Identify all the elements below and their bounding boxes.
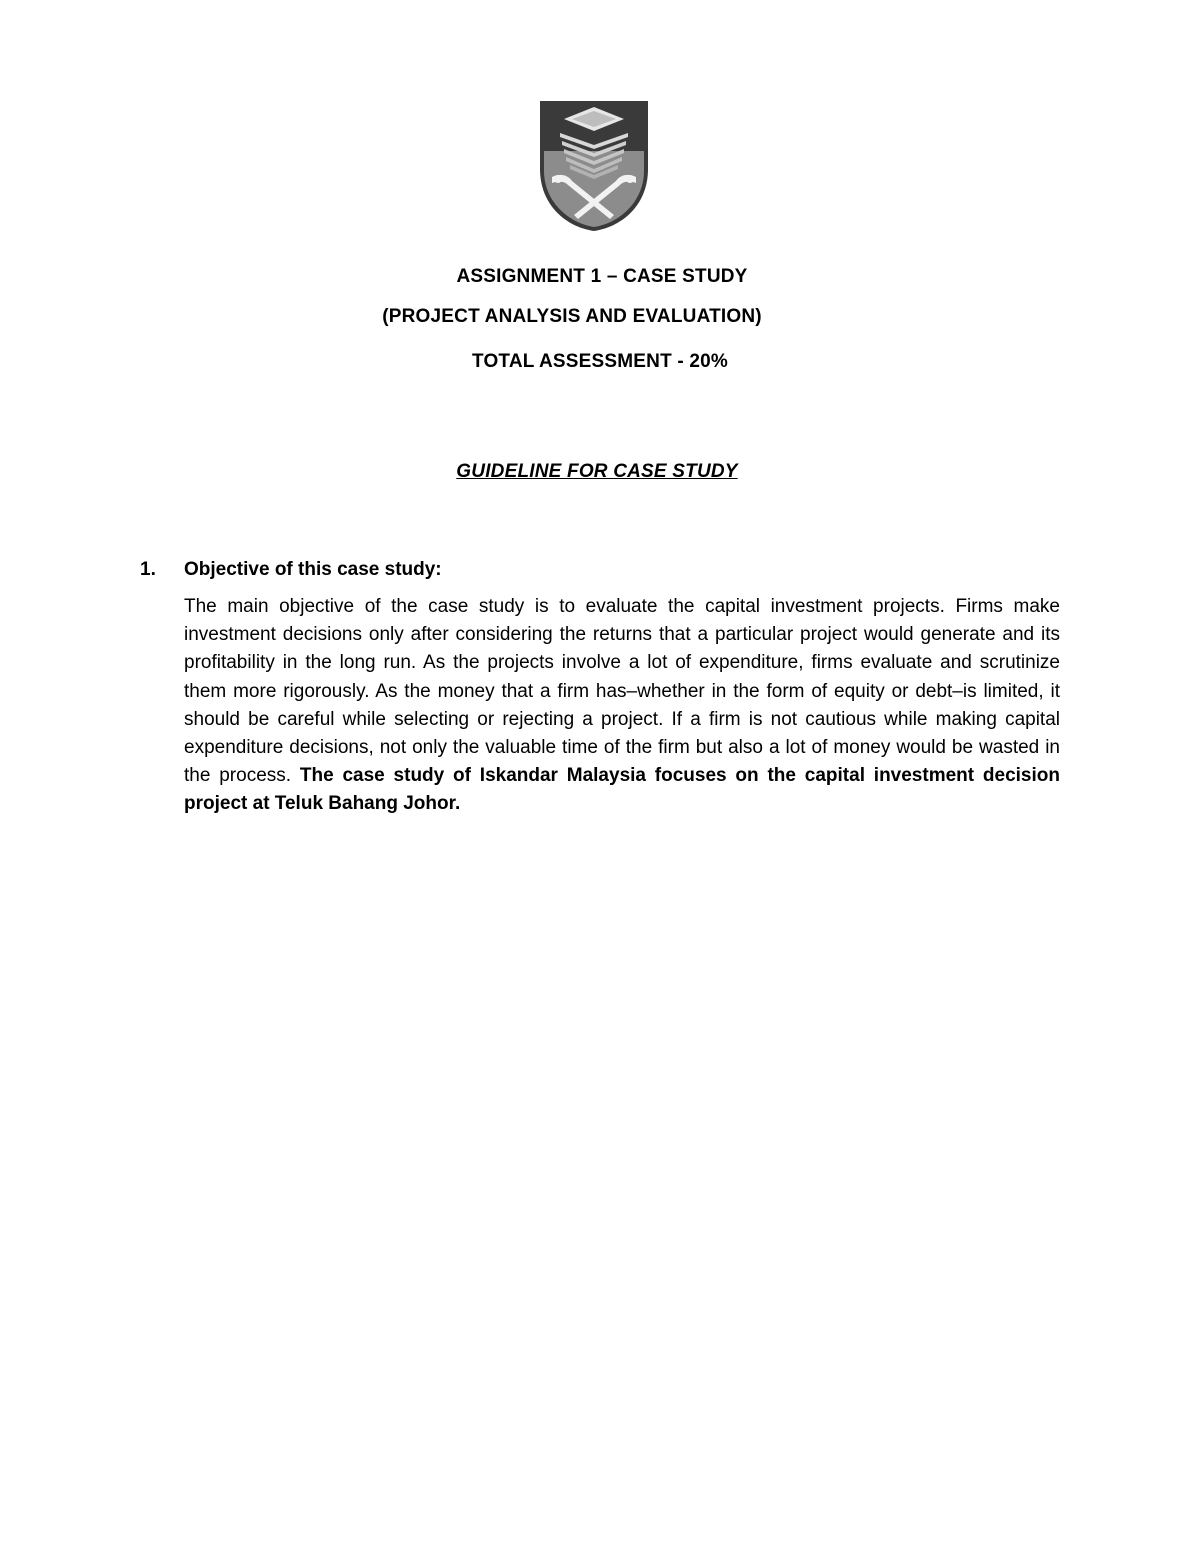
body-bold-text: The case study of Iskandar Malaysia focuses on the capital investment decision project at Teluk Bahang Johor.	[184, 765, 1060, 815]
university-crest-icon	[538, 99, 650, 233]
assignment-title: ASSIGNMENT 1 – CASE STUDY	[456, 266, 748, 287]
section-body	[184, 593, 1060, 819]
section-number: 1.	[140, 559, 156, 580]
body-text: The main objective of the case study is to evaluate the capital investment projects. Firms make investment decisions only after considering the returns that a particular project would generate and its profitability in the long run. As the projects involve a lot of expenditure, firms evaluate and scrutinize them more rigorously. As the money that a firm has–whether in the form of equity or debt–is limited, it should be careful while selecting or rejecting a project. If a firm is not cautious while making capital expenditure decisions, not only the valuable time of the firm but also a lot of money would be wasted in the process.	[184, 596, 1060, 787]
total-assessment: TOTAL ASSESSMENT - 20%	[471, 351, 729, 372]
assignment-subtitle: (PROJECT ANALYSIS AND EVALUATION)	[382, 306, 762, 327]
guideline-heading: GUIDELINE FOR CASE STUDY	[456, 461, 738, 482]
section-heading: Objective of this case study:	[184, 559, 442, 580]
